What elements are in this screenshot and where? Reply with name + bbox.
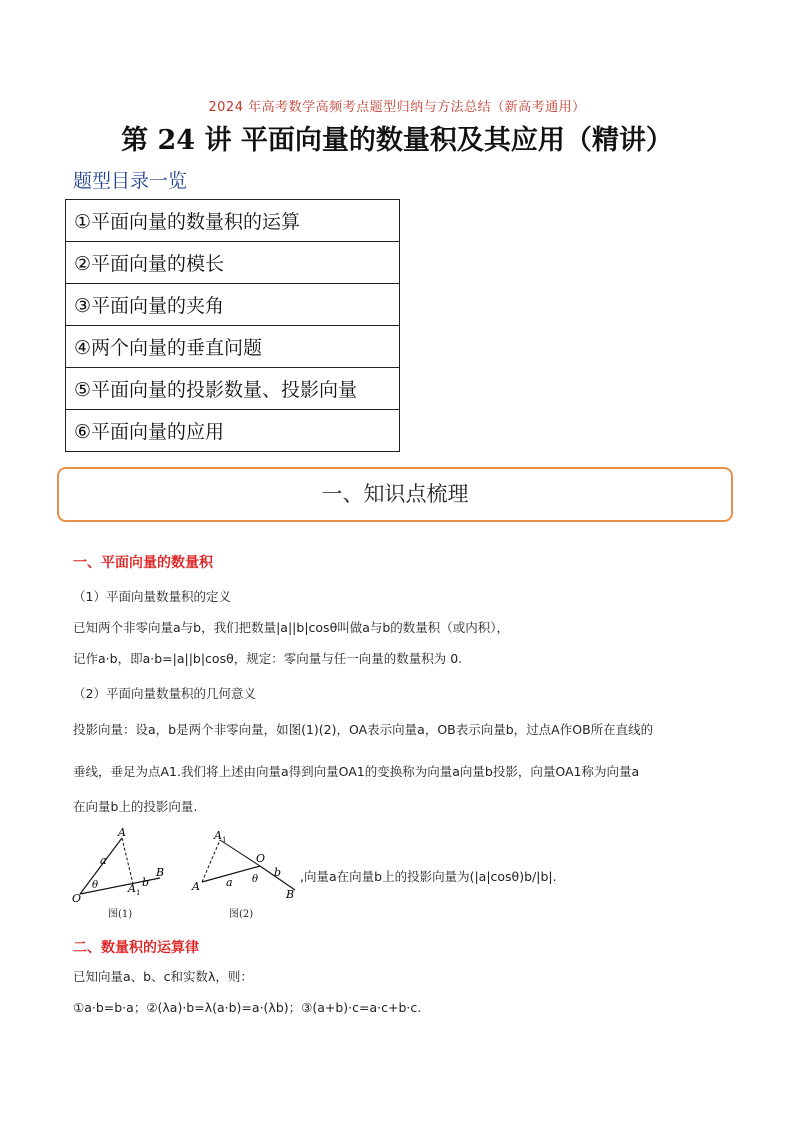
fig2-label-A1: A: [214, 830, 222, 842]
toc-heading: 题型目录一览: [73, 170, 188, 192]
fig1-label-A1: A: [128, 882, 136, 895]
paragraph-projection-1: 投影向量：设a，b是两个非零向量，如图(1)(2)，OA表示向量a，OB表示向量b，过点A作OB所在直线的: [73, 722, 654, 737]
series-title: 2024 年高考数学高频考点题型归纳与方法总结（新高考通用）: [208, 100, 586, 115]
fig2-label-O: O: [256, 852, 266, 865]
figure-1-caption: 图(1): [108, 909, 133, 920]
paragraph-laws-intro: 已知向量a、b、c和实数λ，则：: [73, 969, 253, 984]
fig2-label-A: A: [192, 880, 200, 893]
subheading-geometric-meaning: （2）平面向量数量积的几何意义: [73, 686, 256, 701]
fig1-label-b: b: [142, 876, 150, 889]
subheading-definition: （1）平面向量数量积的定义: [73, 589, 231, 604]
figure-2-diagram: [190, 830, 300, 900]
fig1-label-B: B: [156, 866, 165, 879]
fig1-label-theta: θ: [92, 880, 99, 891]
toc-item[interactable]: ④两个向量的垂直问题: [66, 326, 400, 368]
page-title: 第 24 讲 平面向量的数量积及其应用（精讲）: [121, 125, 673, 156]
paragraph-projection-2: 垂线，垂足为点A1.我们将上述由向量a得到向量OA1的变换称为向量a向量b投影，向量OA1称为向量a: [73, 764, 640, 779]
fig1-label-A1-sub: 1: [136, 889, 141, 897]
fig2-label-b: b: [274, 866, 282, 879]
fig1-perpendicular: [122, 838, 133, 884]
paragraph-laws: ①a·b=b·a；②(λa)·b=λ(a·b)=a·(λb)；③(a+b)·c=a·c+b·c.: [73, 1000, 422, 1015]
heading-operation-laws: 二、数量积的运算律: [73, 940, 199, 956]
toc-item[interactable]: ②平面向量的模长: [66, 242, 400, 284]
fig2-label-A1-sub: 1: [222, 836, 227, 844]
fig2-perpendicular: [202, 840, 220, 882]
fig2-label-a: a: [226, 876, 233, 889]
figure-1-diagram: [70, 826, 170, 906]
fig1-label-A: A: [118, 826, 126, 839]
toc-item[interactable]: ⑥平面向量的应用: [66, 410, 400, 452]
paragraph-notation: 记作a·b，即a·b=|a||b|cosθ，规定：零向量与任一向量的数量积为 0.: [73, 651, 463, 666]
paragraph-definition: 已知两个非零向量a与b，我们把数量|a||b|cosθ叫做a与b的数量积（或内积），: [73, 620, 510, 635]
figure-2-caption: 图(2): [229, 909, 254, 920]
toc-item[interactable]: ⑤平面向量的投影数量、投影向量: [66, 368, 400, 410]
fig2-label-B: B: [286, 888, 295, 900]
fig2-label-theta: θ: [252, 874, 259, 885]
fig1-label-a: a: [100, 854, 107, 867]
paragraph-projection-3: 在向量b上的投影向量.: [73, 799, 198, 814]
toc-item[interactable]: ③平面向量的夹角: [66, 284, 400, 326]
toc-table: [65, 199, 400, 452]
section-header-box: 一、知识点梳理: [57, 467, 733, 522]
projection-formula: ,向量a在向量b上的投影向量为(|a|cosθ)b/|b|.: [300, 869, 557, 884]
fig1-label-O: O: [72, 892, 82, 905]
heading-dot-product: 一、平面向量的数量积: [73, 555, 213, 571]
toc-item[interactable]: ①平面向量的数量积的运算: [66, 200, 400, 242]
